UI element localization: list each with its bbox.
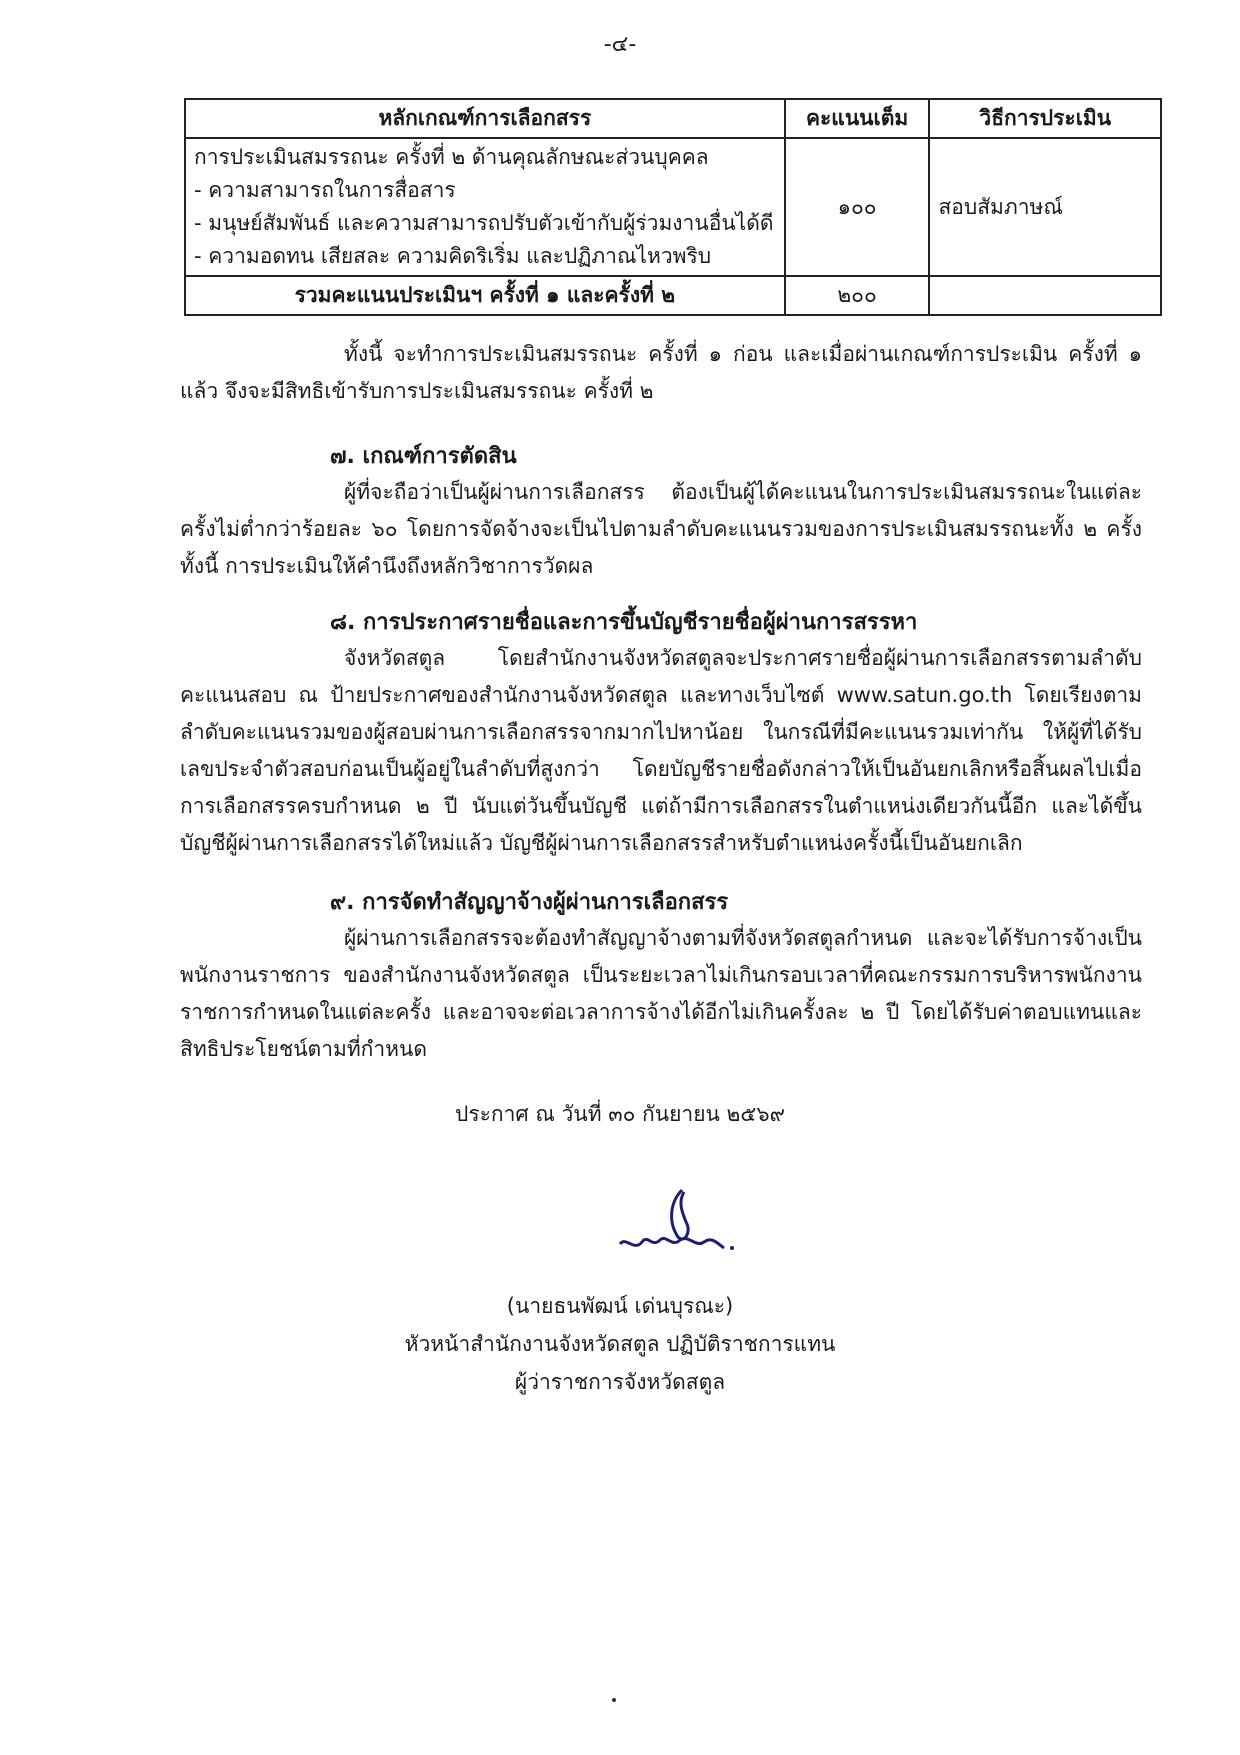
section-7-heading: ๗. เกณฑ์การตัดสิน — [330, 444, 517, 469]
scan-mark — [612, 1698, 616, 1702]
section-9-body: ผู้ผ่านการเลือกสรรจะต้องทำสัญญาจ้างตามที่จังหวัดสตูลกำหนด และจะได้รับการจ้างเป็นพนักงานราชการ ของสำนักงานจังหวัดสตูล เป็นระยะเวลาไม่เกินกรอบเวลาที่คณะกรรมการบริหารพนักงานราชการกำหนดในแต่ละครั้ง และอาจจะต่อเวลาการจ้างได้อีกไม่เกินครั้งละ ๒ ปี โดยได้รับค่าตอบแทนและสิทธิประโยชน์ตามที่กำหนด — [180, 926, 1142, 1061]
signer-name: (นายธนพัฒน์ เด่นบุรณะ) — [506, 1294, 734, 1318]
header-score: คะแนนเต็ม — [785, 99, 930, 138]
criteria-line: - มนุษย์สัมพันธ์ และความสามารถปรับตัวเข้ากับผู้ร่วมงานอื่นได้ดี — [194, 211, 774, 235]
header-method: วิธีการประเมิน — [929, 99, 1161, 138]
criteria-line: - ความสามารถในการสื่อสาร — [194, 178, 456, 202]
page-number: -๔- — [603, 32, 637, 57]
table-row — [185, 138, 1161, 276]
criteria-cell — [185, 138, 785, 276]
total-row — [185, 276, 1161, 315]
method-cell: สอบสัมภาษณ์ — [929, 138, 1161, 276]
total-empty-cell — [929, 276, 1161, 315]
signer-role: ผู้ว่าราชการจังหวัดสตูล — [514, 1370, 726, 1394]
total-label: รวมคะแนนประเมินฯ ครั้งที่ ๑ และครั้งที่ ๒ — [185, 276, 785, 315]
signature — [612, 1182, 742, 1272]
note-paragraph: ทั้งนี้ จะทำการประเมินสมรรถนะ ครั้งที่ ๑ ก่อน และเมื่อผ่านเกณฑ์การประเมิน ครั้งที่ ๑ แล้ว จึงจะมีสิทธิเข้ารับการประเมินสมรรถนะ ครั้งที่ ๒ — [180, 342, 1142, 403]
header-criteria: หลักเกณฑ์การเลือกสรร — [185, 99, 785, 138]
total-score: ๒๐๐ — [785, 276, 930, 315]
score-cell: ๑๐๐ — [785, 138, 930, 276]
criteria-line: - ความอดทน เสียสละ ความคิดริเริ่ม และปฏิภาณไหวพริบ — [194, 244, 712, 268]
signer-title: หัวหน้าสำนักงานจังหวัดสตูล ปฏิบัติราชการแทน — [404, 1332, 836, 1356]
section-9-heading: ๙. การจัดทำสัญญาจ้างผู้ผ่านการเลือกสรร — [330, 890, 729, 915]
criteria-line: การประเมินสมรรถนะ ครั้งที่ ๒ ด้านคุณลักษณะส่วนบุคคล — [194, 145, 709, 169]
section-8-heading: ๘. การประกาศรายชื่อและการขึ้นบัญชีรายชื่อผู้ผ่านการสรรหา — [330, 610, 918, 635]
criteria-table — [184, 98, 1162, 316]
section-7-body: ผู้ที่จะถือว่าเป็นผู้ผ่านการเลือกสรร ต้องเป็นผู้ได้คะแนนในการประเมินสมรรถนะในแต่ละครั้งไม่ต่ำกว่าร้อยละ ๖๐ โดยการจัดจ้างจะเป็นไปตามลำดับคะแนนรวมของการประเมินสมรรถนะทั้ง ๒ ครั้ง ทั้งนี้ การประเมินให้คำนึงถึงหลักวิชาการวัดผล — [180, 480, 1142, 578]
table-header-row — [185, 99, 1161, 138]
section-8-body: จังหวัดสตูล โดยสำนักงานจังหวัดสตูลจะประกาศรายชื่อผู้ผ่านการเลือกสรรตามลำดับคะแนนสอบ ณ ป้ายประกาศของสำนักงานจังหวัดสตูล และทางเว็บไซต์ www.satun.go.th โดยเรียงตามลำดับคะแนนรวมของผู้สอบผ่านการเลือกสรรจากมากไปหาน้อย ในกรณีที่มีคะแนนรวมเท่ากัน ให้ผู้ที่ได้รับเลขประจำตัวสอบก่อนเป็นผู้อยู่ในลำดับที่สูงกว่า โดยบัญชีรายชื่อดังกล่าวให้เป็นอันยกเลิกหรือสิ้นผลไปเมื่อการเลือกสรรครบกำหนด ๒ ปี นับแต่วันขึ้นบัญชี แต่ถ้ามีการเลือกสรรในตำแหน่งเดียวกันนี้อีก และได้ขึ้นบัญชีผู้ผ่านการเลือกสรรได้ใหม่แล้ว บัญชีผู้ผ่านการเลือกสรรสำหรับตำแหน่งครั้งนี้เป็นอันยกเลิก — [180, 646, 1142, 855]
announce-date: ประกาศ ณ วันที่ ๓๐ กันยายน ๒๕๖๙ — [454, 1102, 786, 1126]
